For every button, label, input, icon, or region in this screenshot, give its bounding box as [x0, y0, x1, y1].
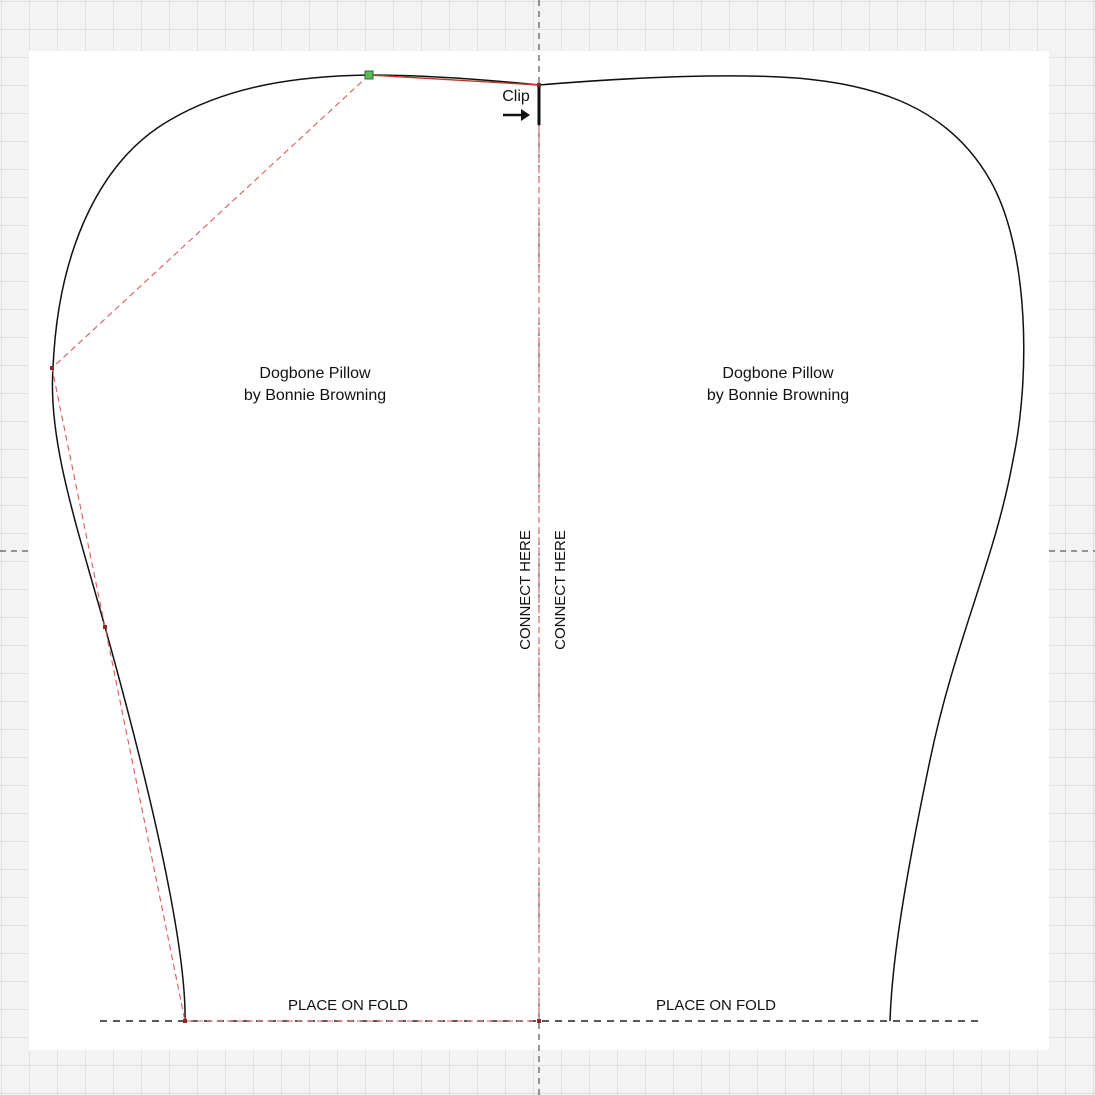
clip-label: Clip: [502, 88, 530, 105]
connect-here-right: CONNECT HERE: [552, 530, 569, 650]
right-title-line2: by Bonnie Browning: [706, 387, 850, 404]
anchor-point-icon[interactable]: [50, 366, 54, 370]
left-title-line2: by Bonnie Browning: [243, 387, 387, 404]
anchor-point-icon[interactable]: [183, 1019, 187, 1023]
connect-here-left: CONNECT HERE: [517, 530, 534, 650]
right-title-line1: Dogbone Pillow: [722, 365, 834, 382]
anchor-point-icon[interactable]: [365, 71, 373, 79]
anchor-point-icon[interactable]: [537, 83, 541, 87]
place-on-fold-right: PLACE ON FOLD: [655, 997, 777, 1014]
anchor-point-icon[interactable]: [103, 625, 107, 629]
anchor-point-icon[interactable]: [537, 1019, 541, 1023]
left-title-line1: Dogbone Pillow: [259, 365, 371, 382]
place-on-fold-left: PLACE ON FOLD: [287, 997, 409, 1014]
